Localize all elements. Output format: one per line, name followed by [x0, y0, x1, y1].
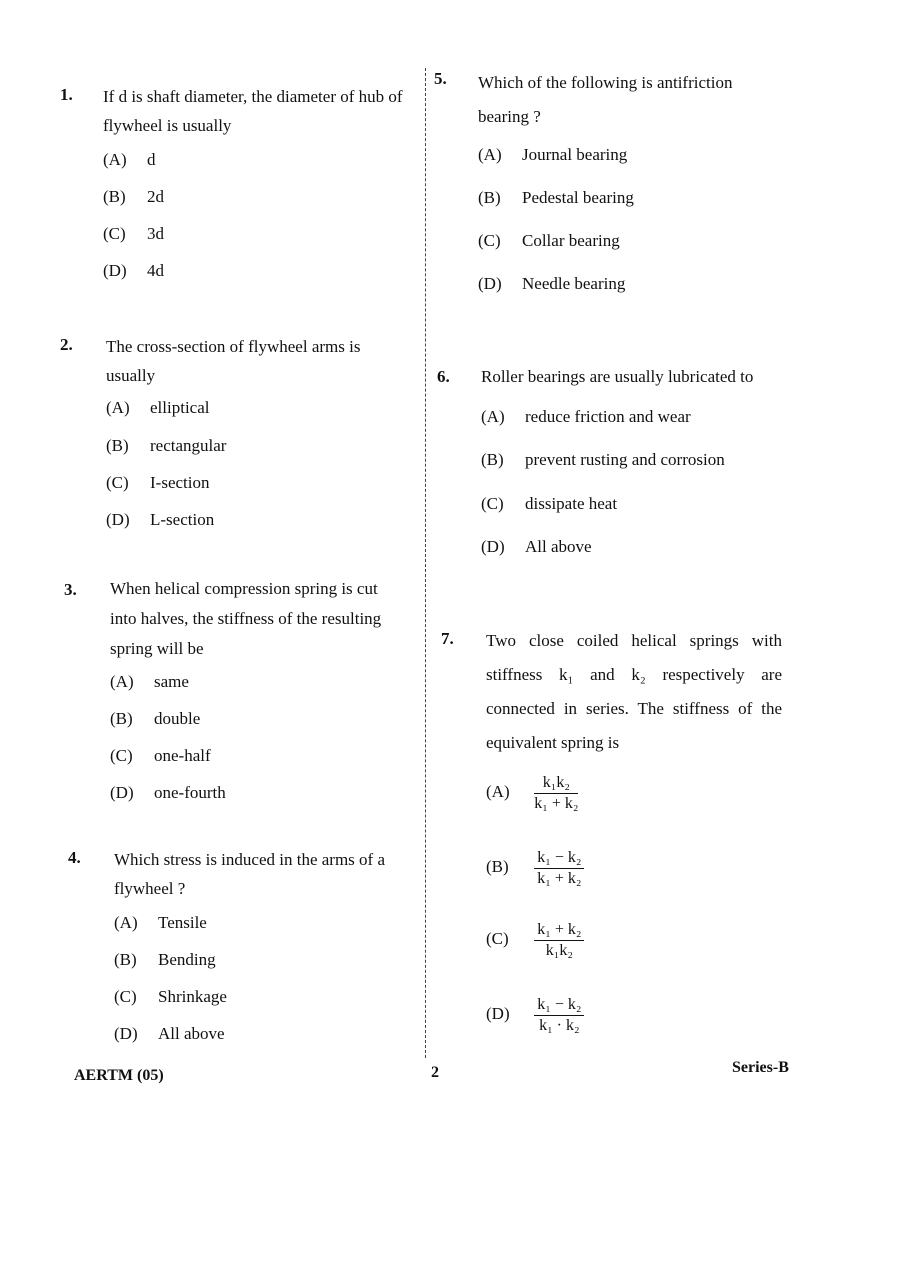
question-text: Roller bearings are usually lubricated to — [481, 367, 754, 386]
question-number: 6. — [437, 367, 450, 386]
question-number: 3. — [64, 580, 77, 599]
column-divider — [425, 68, 426, 1058]
option-a[interactable]: (A) same — [110, 672, 189, 691]
option-d[interactable]: (D) one-fourth — [110, 783, 226, 802]
option-b[interactable]: (B) $\frac{\text{k₁ − k₂}}{\text{k₁ + k₂}}$ — [486, 849, 584, 888]
page-number: 2 — [431, 1064, 439, 1081]
fraction: $\frac{\text{k₁ + k₂}}{\text{k₁k₂}}$ — [534, 921, 584, 960]
question-text: Which of the following is antifriction bearing ? — [478, 73, 733, 126]
series-label: Series-B — [732, 1059, 789, 1076]
question-text: If d is shaft diameter, the diameter of hub of flywheel is usually — [103, 87, 403, 135]
option-a[interactable]: (A) Tensile — [114, 913, 207, 932]
question-number: 7. — [441, 629, 454, 648]
question-text: Two close coiled helical springs with stiffness k₁ and k₂ respectively are connected in series. The stiffness of the equivalent spring is — [486, 631, 782, 752]
option-c[interactable]: (C) I-section — [106, 473, 210, 492]
option-a[interactable]: (A) $\frac{\text{k₁k₂}}{\text{k₁ + k₂}}$ — [486, 774, 579, 812]
option-c[interactable]: (C) Shrinkage — [114, 987, 227, 1006]
question-number: 1. — [60, 85, 73, 104]
option-c[interactable]: (C) $\frac{\text{k₁ + k₂}}{\text{k₁k₂}}$ — [486, 921, 584, 960]
option-c[interactable]: (C) 3d — [103, 224, 164, 243]
option-c[interactable]: (C) dissipate heat — [481, 494, 618, 513]
option-b[interactable]: (B) 2d — [103, 187, 164, 206]
question-number: 2. — [60, 335, 73, 354]
option-d[interactable]: (D) L-section — [106, 510, 215, 529]
question-number: 5. — [434, 69, 447, 88]
question-text: When helical compression spring is cut into halves, the stiffness of the resulting spring will be — [110, 579, 382, 658]
fraction: $\frac{\text{k₁ − k₂}}{\text{k₁ + k₂}}$ — [534, 849, 584, 888]
fraction: $\frac{\text{k₁ − k₂}}{\text{k₁ · k₂}}$ — [534, 996, 584, 1035]
option-c[interactable]: (C) one-half — [110, 746, 211, 765]
option-b[interactable]: (B) Pedestal bearing — [478, 188, 634, 207]
question-text: The cross-section of flywheel arms is usually — [106, 337, 361, 385]
option-b[interactable]: (B) double — [110, 709, 201, 728]
option-a[interactable]: (A) reduce friction and wear — [481, 407, 691, 426]
fraction: $\frac{\text{k₁k₂}}{\text{k₁ + k₂}}$ — [534, 774, 579, 812]
option-d[interactable]: (D) 4d — [103, 261, 164, 280]
option-c[interactable]: (C) Collar bearing — [478, 231, 620, 250]
question-number: 4. — [68, 848, 81, 867]
option-a[interactable]: (A) elliptical — [106, 398, 210, 417]
option-a[interactable]: (A) Journal bearing — [478, 145, 628, 164]
option-b[interactable]: (B) prevent rusting and corrosion — [481, 450, 725, 469]
option-d[interactable]: (D) All above — [481, 537, 592, 556]
option-a[interactable]: (A) d — [103, 150, 156, 169]
option-b[interactable]: (B) Bending — [114, 950, 216, 969]
option-d[interactable]: (D) $\frac{\text{k₁ − k₂}}{\text{k₁ · k₂}}$ — [486, 996, 584, 1035]
option-d[interactable]: (D) All above — [114, 1024, 225, 1043]
question-text: Which stress is induced in the arms of a flywheel ? — [114, 850, 385, 898]
paper-code: AERTM (05) — [74, 1067, 164, 1084]
option-d[interactable]: (D) Needle bearing — [478, 274, 626, 293]
option-b[interactable]: (B) rectangular — [106, 436, 227, 455]
